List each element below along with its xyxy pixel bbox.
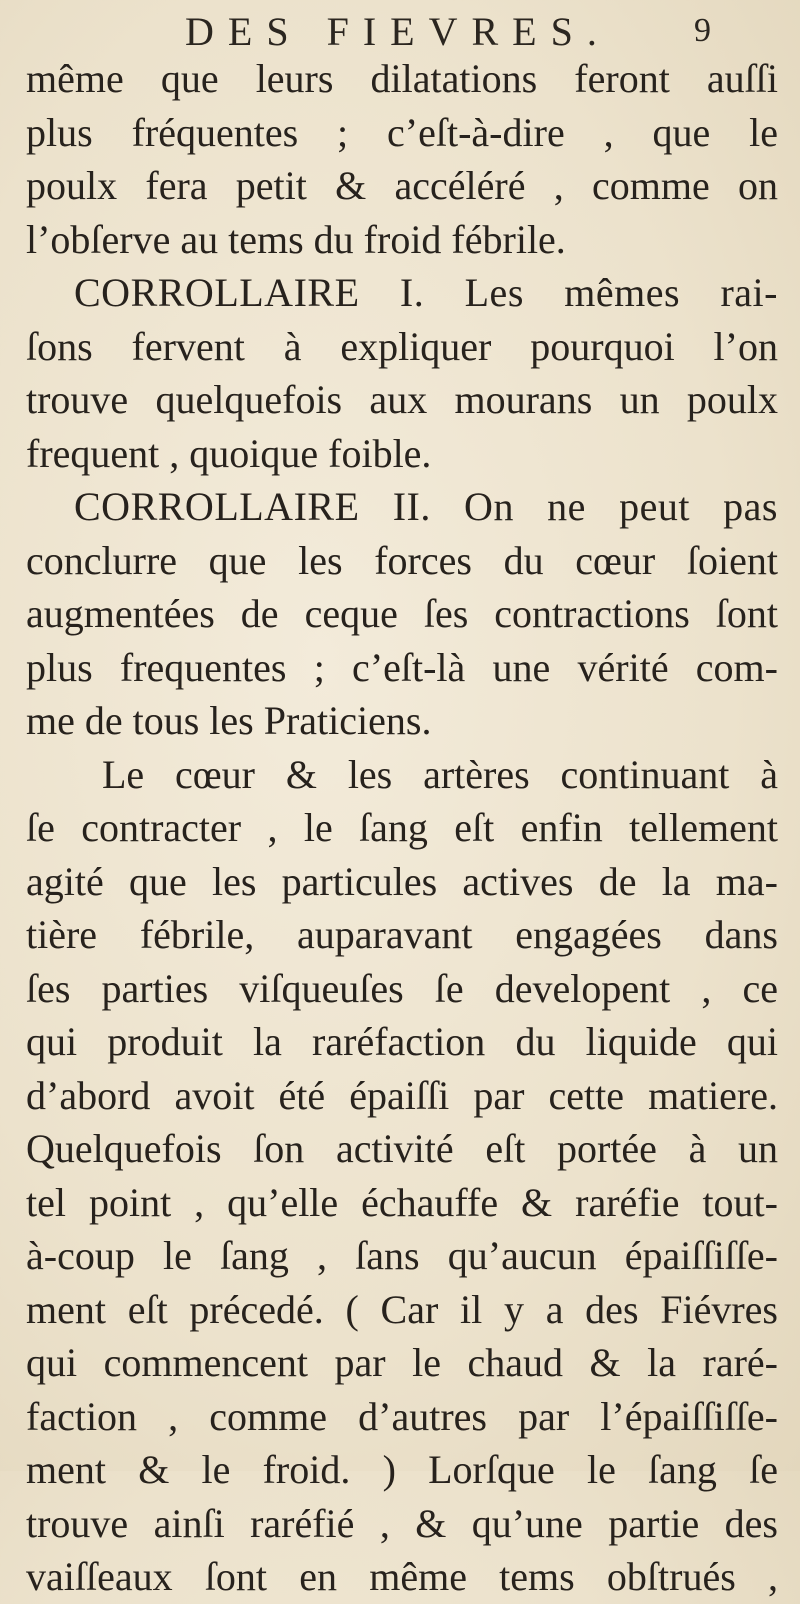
running-head: DES FIEVRES. [185,9,611,54]
text-line: augmentées de ceque ſes contractions ſont [26,591,778,636]
text-line: ſons fervent à expliquer pourquoi l’on [26,323,778,369]
text-line: trouve ainſi raréfié , & qu’une partie des [26,1500,778,1546]
page-number: 9 [694,12,711,49]
text-line: conclurre que les forces du cœur ſoient [26,537,778,583]
text-line: plus fréquentes ; c’eſt-à-dire , que le [26,109,778,155]
text-line: d’abord avoit été épaiſſi par cette matiere. [26,1072,778,1118]
corollary-heading-line: CORROLLAIRE I. Les mêmes rai- [74,270,778,315]
text-line: l’obſerve au tems du froid fébrile. [26,216,566,262]
text-line: trouve quelquefois aux mourans un poulx [26,377,778,422]
corollary-heading-line: CORROLLAIRE II. On ne peut pas [74,484,778,529]
text-line: tière fébrile, auparavant engagées dans [26,912,778,957]
text-line: poulx fera petit & accéléré , comme on [26,163,778,208]
text-line: agité que les particules actives de la ma- [26,858,778,904]
text-line: Quelquefois ſon activité eſt portée à un [26,1126,778,1171]
text-line: ment & le froid. ) Lorſque le ſang ſe [26,1447,778,1492]
text-line: qui produit la raréfaction du liquide qui [26,1019,778,1064]
page-header [0,4,800,52]
text-line: ment eſt précedé. ( Car il y a des Fiévres [26,1286,778,1332]
body-text [26,52,778,1604]
text-line: me de tous les Praticiens. [26,698,432,743]
text-line: même que leurs dilatations feront auſſi [26,56,778,101]
text-line: frequent , quoique foible. [26,430,432,476]
text-line: à-coup le ſang , ſans qu’aucun épaiſſiſſe- [26,1233,778,1278]
text-line: plus frequentes ; c’eſt-là une vérité com- [26,644,778,690]
text-line: tel point , qu’elle échauffe & raréfie tout- [26,1179,778,1225]
text-line: qui commencent par le chaud & la raré- [26,1340,778,1385]
text-line: vaiſſeaux ſont en même tems obſtrués , [26,1554,778,1599]
text-line: faction , comme d’autres par l’épaiſſiſſe- [26,1393,778,1439]
paragraph-start-line: Le cœur & les artères continuant à [102,751,778,797]
text-line: ſes parties viſqueuſes ſe developent , ce [26,965,778,1011]
text-line: ſe contracter , le ſang eſt enfin tellement [26,805,778,850]
